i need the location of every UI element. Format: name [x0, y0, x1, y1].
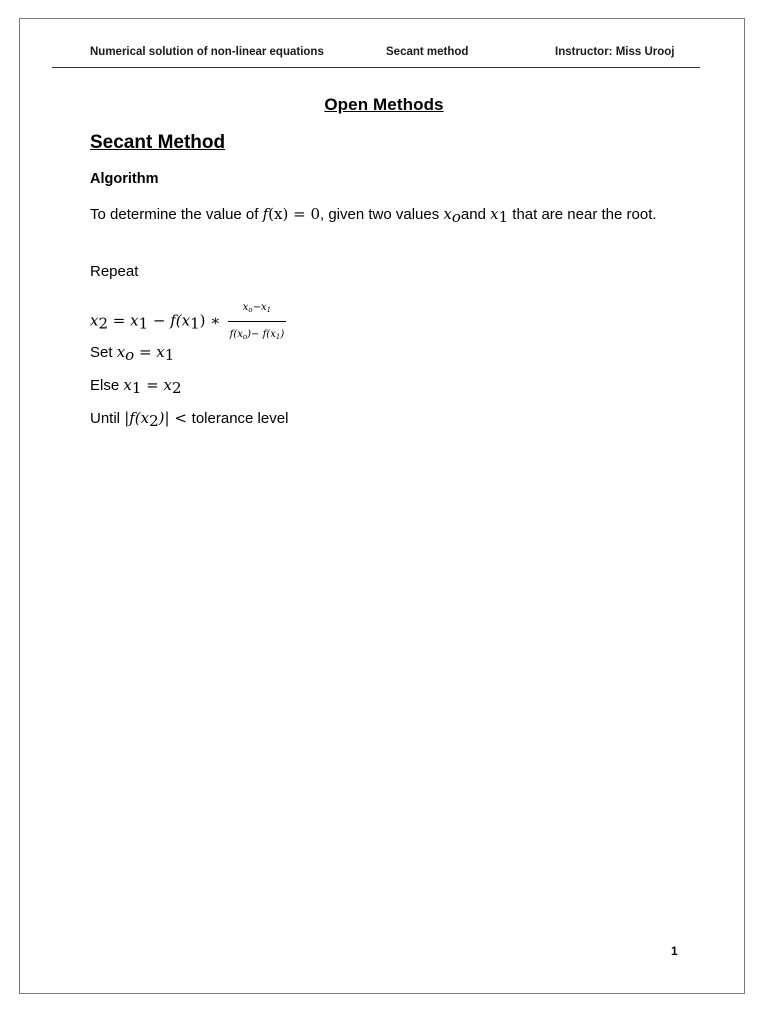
subheading: Algorithm: [90, 171, 159, 187]
section-heading: Secant Method: [90, 132, 226, 153]
until-line: Until $|f(x_2)|$ < tolerance level: [90, 409, 289, 430]
else-line: Else $x_1 = x_2$: [90, 376, 182, 397]
page-number: 1: [671, 944, 678, 958]
secant-formula: $x_2 = x_1 - f(x_1)$ ∗ $\frac{x_o-x_1}{f(x_o)- f(x_1)}$: [90, 296, 680, 347]
fraction-denominator: $f(x_o)- f(x_1)$: [229, 329, 285, 341]
set-line: Set $x_o = x_1$: [90, 343, 175, 364]
intro-paragraph: To determine the value of f(x) = 0, given two values $x_oand$ $x_1$ that are near the root.: [90, 205, 657, 226]
header-left: Numerical solution of non-linear equations: [90, 46, 324, 58]
repeat-label: Repeat: [90, 263, 139, 280]
page-title: Open Methods: [324, 95, 444, 114]
page-border: [19, 18, 745, 994]
header-rule: [52, 67, 700, 68]
header-center: Secant method: [386, 46, 469, 58]
fraction-numerator: $x_o-x_1$: [228, 296, 287, 322]
header-right: Instructor: Miss Urooj: [555, 46, 675, 58]
